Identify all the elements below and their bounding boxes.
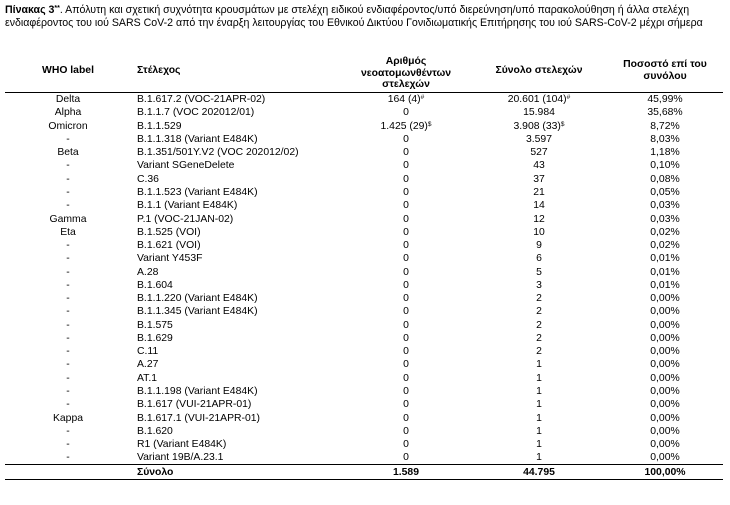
table-row — [5, 239, 723, 252]
caption-text: . Απόλυτη και σχετική συχνότητα κρουσμάτων με στελέχη ειδικού ενδιαφέροντος/υπό διερεύνηση/υπό παρακολούθηση ή άλλα στελέχη ενδιαφέροντος του ιού SARS CoV-2 από την έναρξη λειτουργίας του Εθνικού Δικτύου Γονιδιωματικής Επιτήρησης του ιού SARS-CoV-2 μέχρι σήμερα — [5, 4, 703, 30]
percent-cell: 1,18% — [650, 147, 680, 159]
header-total-strains: Σύνολο στελεχών — [471, 50, 607, 93]
percent-cell: 0,00% — [650, 425, 680, 437]
total-strains-cell: 2 — [536, 306, 542, 318]
who-label-cell: - — [66, 319, 70, 331]
total-strains-cell: 1 — [536, 412, 542, 424]
who-label-cell: - — [66, 452, 70, 464]
total-label-cell — [5, 465, 131, 479]
percent-cell: 0,00% — [650, 306, 680, 318]
strain-cell: B.1.1.198 (Variant E484K) — [137, 385, 258, 397]
who-label-cell: - — [66, 160, 70, 172]
total-strains-cell: 10 — [533, 226, 545, 238]
variants-table — [5, 50, 723, 480]
who-label-cell: - — [66, 306, 70, 318]
total-strains-cell: 6 — [536, 253, 542, 265]
new-strains-cell: 0 — [403, 372, 409, 384]
total-strains-cell: 43 — [533, 160, 545, 172]
total-strains-cell: 1 — [536, 425, 542, 437]
table-row — [5, 199, 723, 212]
who-label-cell: - — [66, 240, 70, 252]
who-label-cell: Alpha — [54, 107, 82, 119]
table-row — [5, 106, 723, 119]
table-row — [5, 292, 723, 305]
table-row — [5, 146, 723, 159]
total-strains-cell: 3.908 (33)$ — [513, 120, 565, 132]
table-row — [5, 385, 723, 398]
footnote-marker: # — [566, 94, 571, 102]
strain-cell: B.1.1.7 (VOC 202012/01) — [137, 107, 255, 119]
table-row — [5, 345, 723, 358]
percent-cell: 0,01% — [650, 279, 680, 291]
percent-cell: 0,10% — [650, 160, 680, 172]
table-row — [5, 120, 723, 133]
strain-cell: B.1.525 (VOI) — [137, 226, 201, 238]
percent-cell: 8,03% — [650, 133, 680, 145]
total-strains-cell: 1 — [536, 399, 542, 411]
new-strains-cell: 0 — [403, 160, 409, 172]
strain-cell: B.1.1.220 (Variant E484K) — [137, 293, 258, 305]
new-strains-cell: 0 — [403, 306, 409, 318]
total-percent: 100,00% — [607, 465, 723, 479]
percent-cell: 8,72% — [650, 120, 680, 132]
who-label-cell: - — [66, 293, 70, 305]
strain-cell: B.1.1.523 (Variant E484K) — [137, 186, 258, 198]
new-strains-cell: 0 — [403, 266, 409, 278]
new-strains-cell: 0 — [403, 412, 409, 424]
table-row — [5, 226, 723, 239]
table-row — [5, 252, 723, 265]
who-label-cell: Beta — [57, 147, 79, 159]
percent-cell: 0,08% — [650, 173, 680, 185]
strain-cell: B.1.620 — [137, 425, 173, 437]
percent-cell: 0,00% — [650, 452, 680, 464]
total-strains-cell: 14 — [533, 200, 545, 212]
total-strains-cell: 9 — [536, 240, 542, 252]
who-label-cell: - — [66, 266, 70, 278]
header-percent: Ποσοστό επί του συνόλου — [607, 50, 723, 93]
table-row — [5, 173, 723, 186]
percent-cell: 0,01% — [650, 266, 680, 278]
percent-cell: 0,00% — [650, 332, 680, 344]
new-strains-cell: 1.425 (29)$ — [380, 120, 432, 132]
table-row — [5, 212, 723, 225]
total-strains-cell: 1 — [536, 372, 542, 384]
footnote-marker: # — [420, 94, 425, 102]
percent-cell: 0,05% — [650, 186, 680, 198]
who-label-cell: Gamma — [49, 213, 87, 225]
table-row — [5, 438, 723, 451]
new-strains-cell: 0 — [403, 240, 409, 252]
who-label-cell: - — [66, 372, 70, 384]
total-label: Σύνολο — [131, 465, 341, 479]
who-label-cell: Kappa — [52, 412, 84, 424]
new-strains-cell: 0 — [403, 452, 409, 464]
percent-cell: 0,02% — [650, 240, 680, 252]
who-label-cell: - — [66, 200, 70, 212]
total-strains-cell: 21 — [533, 186, 545, 198]
percent-cell: 0,00% — [650, 372, 680, 384]
total-strains-cell: 527 — [530, 147, 548, 159]
total-strains-cell: 2 — [536, 293, 542, 305]
new-strains-cell: 0 — [403, 107, 409, 119]
who-label-cell: Omicron — [48, 120, 88, 132]
strain-cell: B.1.621 (VOI) — [137, 240, 201, 252]
new-strains-cell: 0 — [403, 332, 409, 344]
new-strains-cell: 0 — [403, 319, 409, 331]
total-strains-cell: 3.597 — [525, 133, 552, 145]
total-strains-cell: 3 — [536, 279, 542, 291]
percent-cell: 0,00% — [650, 319, 680, 331]
strain-cell: P.1 (VOC-21JAN-02) — [137, 213, 234, 225]
percent-cell: 0,00% — [650, 385, 680, 397]
who-label-cell: - — [66, 253, 70, 265]
new-strains-cell: 0 — [403, 186, 409, 198]
new-strains-cell: 0 — [403, 226, 409, 238]
table-row — [5, 372, 723, 385]
percent-cell: 0,00% — [650, 412, 680, 424]
total-strains-cell: 15.984 — [523, 107, 555, 119]
strain-cell: B.1.1.318 (Variant E484K) — [137, 133, 258, 145]
strain-cell: C.36 — [137, 173, 159, 185]
footnote-marker: $ — [560, 120, 565, 128]
table-row — [5, 305, 723, 318]
who-label-cell: - — [66, 133, 70, 145]
table-row — [5, 425, 723, 438]
percent-cell: 45,99% — [647, 94, 683, 106]
table-row — [5, 279, 723, 292]
strain-cell: C.11 — [137, 346, 159, 358]
footnote-marker: $ — [427, 120, 432, 128]
who-label-cell: - — [66, 346, 70, 358]
new-strains-cell: 0 — [403, 293, 409, 305]
total-strains-cell: 20.601 (104)# — [507, 94, 571, 106]
who-label-cell: - — [66, 439, 70, 451]
strain-cell: B.1.604 — [137, 279, 173, 291]
strain-cell: B.1.629 — [137, 332, 173, 344]
total-new-strains: 1.589 — [341, 465, 471, 479]
new-strains-cell: 0 — [403, 213, 409, 225]
percent-cell: 0,03% — [650, 213, 680, 225]
new-strains-cell: 0 — [403, 385, 409, 397]
header-new-strains: Αριθμός νεοατομωνθέντων στελεχών — [341, 50, 471, 93]
who-label-cell: - — [66, 186, 70, 198]
strain-cell: B.1.1.529 — [137, 120, 182, 132]
who-label-cell: - — [66, 385, 70, 397]
table-row — [5, 451, 723, 465]
who-label-cell: Delta — [55, 94, 81, 106]
new-strains-cell: 0 — [403, 439, 409, 451]
strain-cell: A.27 — [137, 359, 159, 371]
who-label-cell: - — [66, 425, 70, 437]
new-strains-cell: 0 — [403, 279, 409, 291]
total-total-strains: 44.795 — [471, 465, 607, 479]
table-header-row — [5, 50, 723, 93]
new-strains-cell: 164 (4)# — [387, 94, 425, 106]
percent-cell: 0,03% — [650, 200, 680, 212]
total-strains-cell: 12 — [533, 213, 545, 225]
strain-cell: B.1.575 — [137, 319, 173, 331]
table-row — [5, 186, 723, 199]
table-row — [5, 358, 723, 371]
new-strains-cell: 0 — [403, 346, 409, 358]
table-row — [5, 159, 723, 172]
who-label-cell: - — [66, 359, 70, 371]
total-strains-cell: 2 — [536, 319, 542, 331]
strain-cell: Variant Y453F — [137, 253, 203, 265]
table-body — [5, 93, 723, 480]
who-label-cell: - — [66, 279, 70, 291]
percent-cell: 0,00% — [650, 439, 680, 451]
table-row — [5, 411, 723, 424]
total-row — [5, 465, 723, 479]
strain-cell: B.1.617 (VUI-21APR-01) — [137, 399, 252, 411]
new-strains-cell: 0 — [403, 399, 409, 411]
table-row — [5, 332, 723, 345]
new-strains-cell: 0 — [403, 147, 409, 159]
new-strains-cell: 0 — [403, 253, 409, 265]
table-caption — [5, 4, 725, 31]
strain-cell: B.1.617.2 (VOC-21APR-02) — [137, 94, 266, 106]
new-strains-cell: 0 — [403, 173, 409, 185]
total-strains-cell: 1 — [536, 385, 542, 397]
total-strains-cell: 2 — [536, 346, 542, 358]
strain-cell: B.1.351/501Y.V2 (VOC 202012/02) — [137, 147, 299, 159]
new-strains-cell: 0 — [403, 425, 409, 437]
strain-cell: A.28 — [137, 266, 159, 278]
total-strains-cell: 37 — [533, 173, 545, 185]
who-label-cell: - — [66, 332, 70, 344]
header-strain: Στέλεχος — [131, 50, 341, 93]
strain-cell: B.1.1 (Variant E484K) — [137, 200, 238, 212]
new-strains-cell: 0 — [403, 133, 409, 145]
strain-cell: Variant 19B/A.23.1 — [137, 452, 224, 464]
table-row — [5, 398, 723, 411]
total-strains-cell: 1 — [536, 452, 542, 464]
percent-cell: 0,01% — [650, 253, 680, 265]
who-label-cell: - — [66, 399, 70, 411]
who-label-cell: Eta — [60, 226, 76, 238]
header-who-label: WHO label — [5, 50, 131, 93]
total-strains-cell: 1 — [536, 359, 542, 371]
strain-cell: R1 (Variant E484K) — [137, 439, 227, 451]
strain-cell: Variant SGeneDelete — [137, 160, 235, 172]
percent-cell: 0,02% — [650, 226, 680, 238]
strain-cell: B.1.617.1 (VUI-21APR-01) — [137, 412, 261, 424]
who-label-cell: - — [66, 173, 70, 185]
caption-lead: Πίνακας 3** — [5, 4, 60, 16]
percent-cell: 0,00% — [650, 293, 680, 305]
percent-cell: 0,00% — [650, 359, 680, 371]
percent-cell: 0,00% — [650, 399, 680, 411]
new-strains-cell: 0 — [403, 200, 409, 212]
total-strains-cell: 1 — [536, 439, 542, 451]
new-strains-cell: 0 — [403, 359, 409, 371]
percent-cell: 0,00% — [650, 346, 680, 358]
strain-cell: AT.1 — [137, 372, 158, 384]
percent-cell: 35,68% — [647, 107, 683, 119]
total-strains-cell: 5 — [536, 266, 542, 278]
table-row — [5, 93, 723, 107]
table-row — [5, 265, 723, 278]
total-strains-cell: 2 — [536, 332, 542, 344]
table-row — [5, 319, 723, 332]
strain-cell: B.1.1.345 (Variant E484K) — [137, 306, 258, 318]
table-row — [5, 133, 723, 146]
